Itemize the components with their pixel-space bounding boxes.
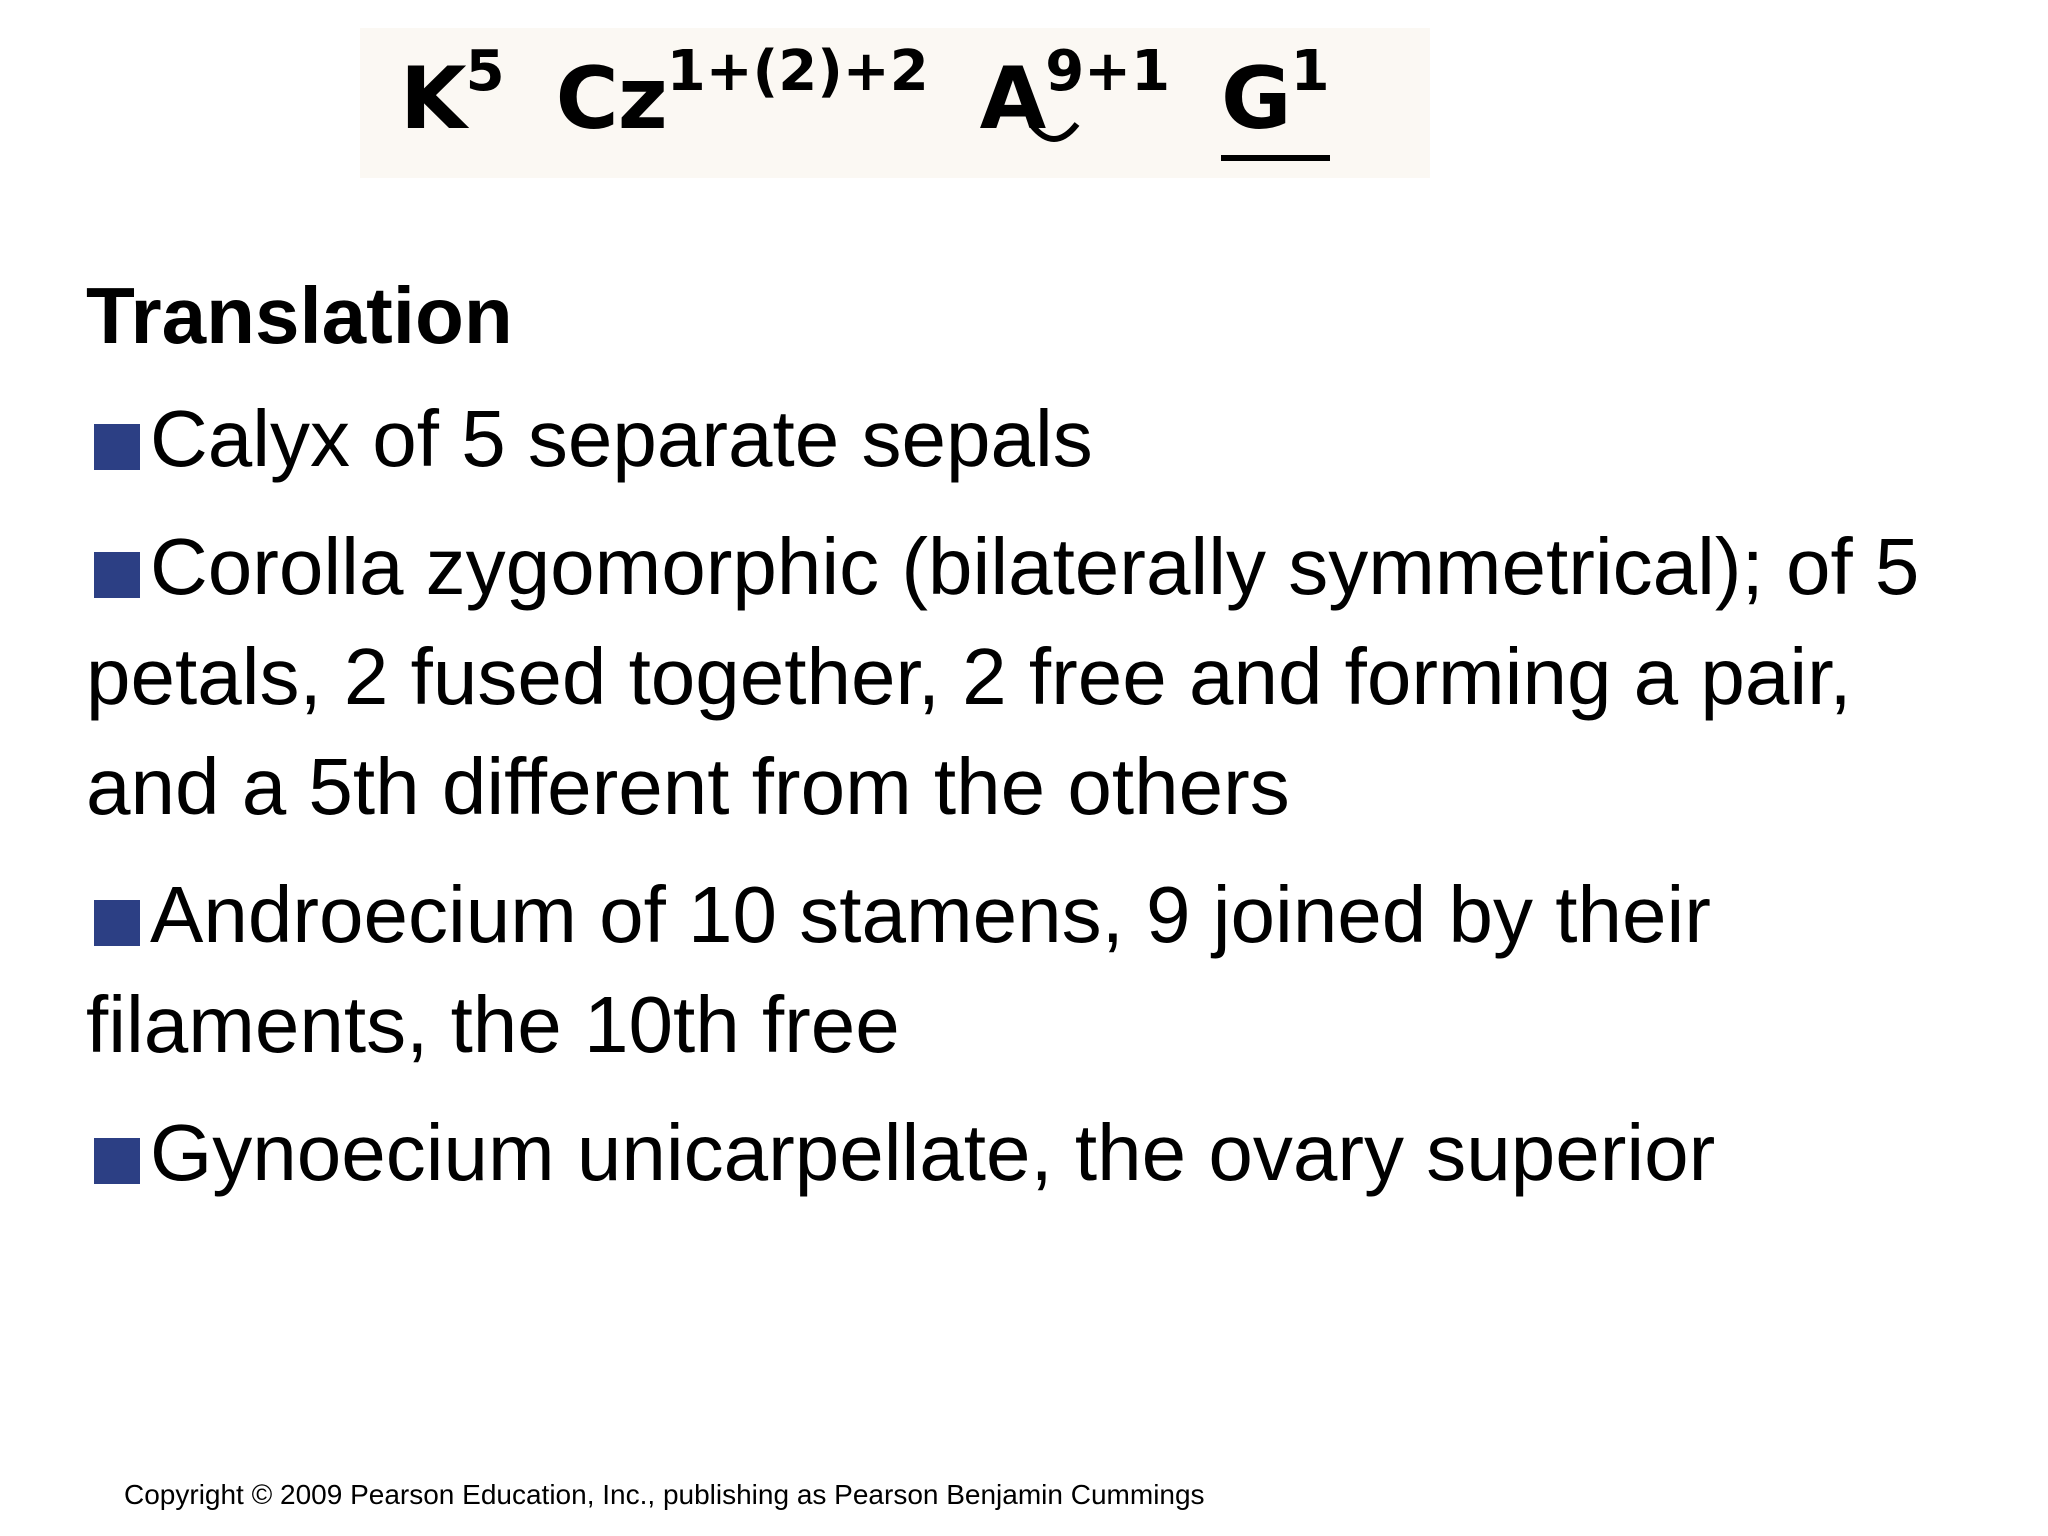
square-bullet-icon [94,1138,140,1184]
formula-androecium [980,34,1170,164]
formula-gynoecium [1221,39,1330,161]
formula-gynoecium-letter: G [1221,49,1291,149]
formula-corolla-count: 1+(2)+2 [666,39,929,104]
formula-calyx-letter: K [400,49,466,149]
list-item [86,1098,1986,1208]
formula-gynoecium-count: 1 [1290,39,1330,104]
formula-corolla [556,34,929,164]
formula-calyx [400,34,505,164]
list-item [86,860,1986,1080]
list-item-text: Androecium of 10 stamens, 9 joined by their filaments, the 10th free [86,870,1711,1069]
formula-corolla-letter: Cz [555,49,667,149]
formula-calyx-count: 5 [465,39,505,104]
list-item-text: Corolla zygomorphic (bilaterally symmetrical); of 5 petals, 2 fused together, 2 free and forming a pair, and a 5th different from the others [86,522,1920,831]
translation-list [86,384,1986,1226]
formula-androecium-connected-count: 9 [1045,39,1085,104]
list-item [86,512,1986,842]
square-bullet-icon [94,552,140,598]
square-bullet-icon [94,424,140,470]
connation-bracket-icon [1027,120,1081,150]
list-item-text: Gynoecium unicarpellate, the ovary superior [150,1108,1716,1197]
square-bullet-icon [94,900,140,946]
copyright-notice: Copyright © 2009 Pearson Education, Inc., publishing as Pearson Benjamin Cummings [124,1479,1205,1510]
list-item [86,384,1986,494]
list-item-text: Calyx of 5 separate sepals [150,394,1093,483]
formula-androecium-letter: A [979,49,1046,149]
floral-formula [400,34,1352,164]
page-title: Translation [86,271,513,360]
formula-androecium-free-count: +1 [1084,39,1171,104]
floral-formula-image [360,28,1430,178]
